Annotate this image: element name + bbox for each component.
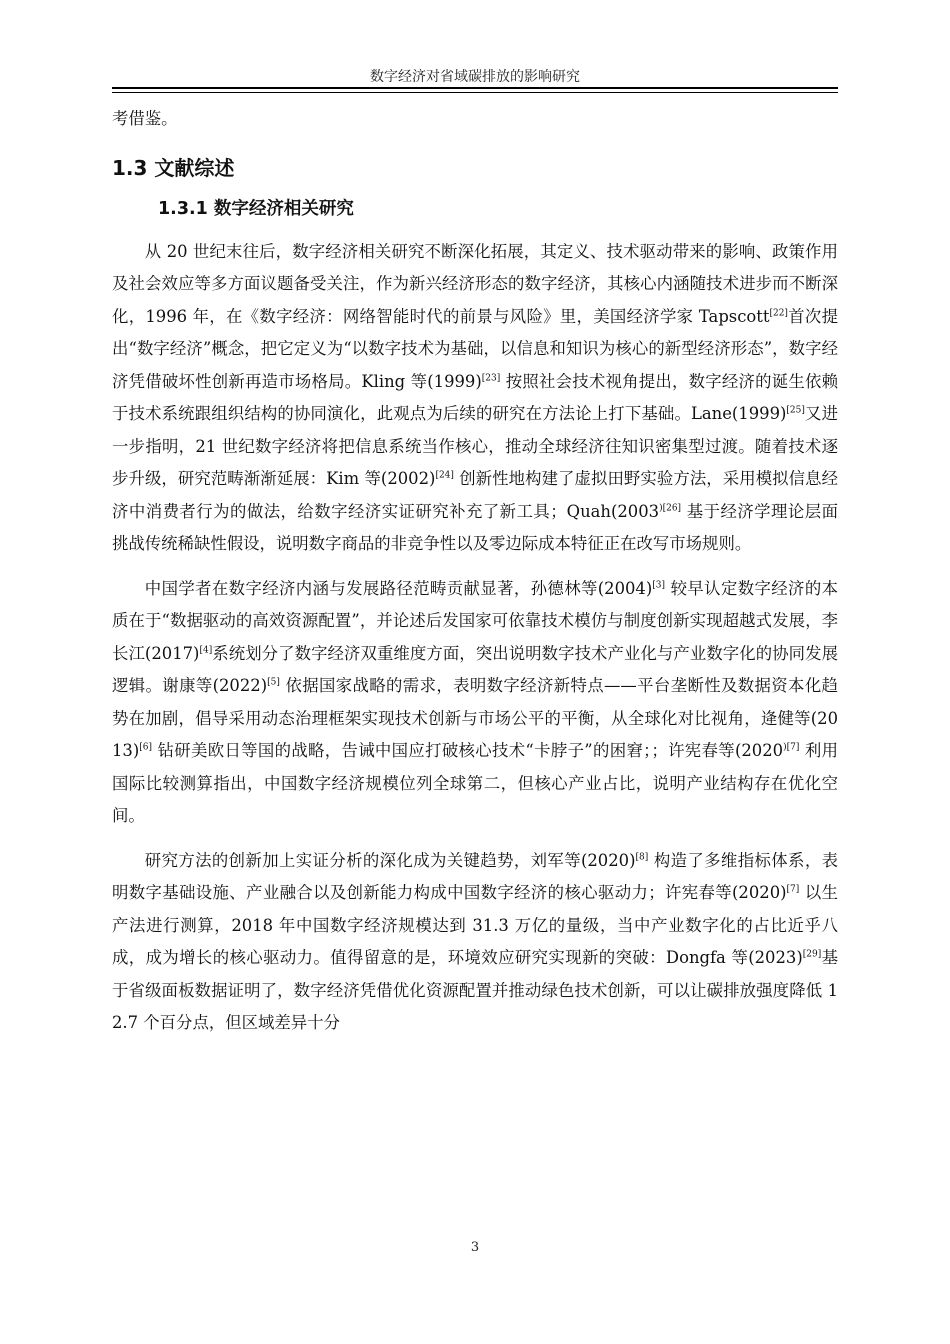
para1-text: 又进一步指明，21 世纪数字经济将把信息系统当作核心，推动全球经济往知识密集型过渡。随着技术逐步升级，研究范畴渐渐延展：Kim 等(2002): [112, 404, 838, 488]
para3-text: 研究方法的创新加上实证分析的深化成为关键趋势，刘军等(2020): [144, 850, 636, 870]
para2-text: 利用国际比较测算指出，中国数字经济规模位列全球第二，但核心产业占比，说明产业结构存在优化空间。: [112, 741, 838, 825]
page-number: 3: [470, 1240, 480, 1255]
para2-text: 较早认定数字经济的本质在于“数据驱动的高效资源配置”，并论述后发国家可依靠技术模仿与制度创新实现超越式发展，李长江(2017): [112, 578, 838, 663]
citation-ref: [22]: [769, 308, 788, 319]
para2-text: 钻研美欧日等国的战略，告诫中国应打破核心技术“卡脖子”的困窘；；许宪春等(2020: [152, 741, 784, 760]
citation-ref: [6]: [139, 742, 153, 753]
header-rule-thin: [112, 92, 838, 93]
subsection-heading: 1.3.1 数字经济相关研究: [158, 198, 354, 219]
citation-ref: [5]: [267, 677, 280, 688]
page-body: [112, 103, 838, 1040]
citation-ref: [4]: [199, 645, 213, 656]
para1-text: 创新性地构建了虚拟田野实验方法，采用模拟信息经济中消费者行为的做法，给数字经济实证研究补充了新工具；Quah(2003: [112, 469, 838, 521]
para1-text: 基于经济学理论层面挑战传统稀缺性假设，说明数字商品的非竞争性以及零边际成本特征正在改写市场规则。: [112, 501, 838, 553]
para1-text: 按照社会技术视角提出，数字经济的诞生依赖于技术系统跟组织结构的协同演化，此观点为后续的研究在方法论上打下基础。Lane(1999): [112, 371, 838, 423]
continuation-text: 考借鉴。: [112, 109, 178, 128]
para1-text: 从 20 世纪末往后，数字经济相关研究不断深化拓展，其定义、技术驱动带来的影响、政策作用及社会效应等多方面议题备受关注，作为新兴经济形态的数字经济，其核心内涵随技术进步而不断深化，1996 年，在《数字经济：网络智能时代的前景与风险》里，美国经济学家 Tapscott: [112, 241, 838, 326]
para3-text: 以生产法进行测算，2018 年中国数字经济规模达到 31.3 万亿的量级，当中产业数字化的占比近乎八成，成为增长的核心驱动力。值得留意的是，环境效应研究实现新的突破：Dongfa 等(2023): [112, 883, 839, 967]
citation-ref: [25]: [786, 405, 805, 416]
para1-text: 首次提出“数字经济”概念，把它定义为“以数字技术为基础，以信息和知识为核心的新型经济形态”，数字经济凭借破坏性创新再造市场格局。Kling 等(1999): [112, 306, 839, 391]
paragraph-2: [112, 573, 838, 833]
citation-ref: [3]: [652, 580, 666, 591]
para3-text: 基于省级面板数据证明了，数字经济凭借优化资源配置并推动绿色技术创新，可以让碳排放强度降低 12.7 个百分点，但区域差异十分: [112, 948, 839, 1032]
citation-ref: [29]: [802, 949, 822, 960]
para2-text: 中国学者在数字经济内涵与发展路径范畴贡献显著，孙德林等(2004): [144, 578, 653, 598]
para3-text: 构造了多维指标体系，表明数字基础设施、产业融合以及创新能力构成中国数字经济的核心驱动力；许宪春等(2020): [112, 850, 838, 902]
citation-ref: [8]: [635, 852, 649, 863]
citation-ref: [23]: [481, 373, 501, 384]
paragraph-1: [112, 236, 838, 561]
citation-ref: [7]: [786, 884, 800, 895]
paragraph-3: [112, 845, 838, 1040]
citation-ref: [24]: [435, 470, 454, 481]
citation-ref: )[26]: [659, 503, 682, 514]
section-heading: 1.3 文献综述: [112, 155, 235, 180]
header-rule-thick: [112, 87, 838, 89]
running-header: 数字经济对省域碳排放的影响研究: [370, 69, 580, 85]
para2-text: 系统划分了数字经济双重维度方面，突出说明数字技术产业化与产业数字化的协同发展逻辑。谢康等(2022): [112, 643, 838, 695]
para2-text: 依据国家战略的需求，表明数字经济新特点——平台垄断性及数据资本化趋势在加剧，倡导采用动态治理框架实现技术创新与市场公平的平衡，从全球化对比视角，逄健等(2013): [112, 676, 838, 760]
citation-ref: )[7]: [783, 742, 800, 753]
